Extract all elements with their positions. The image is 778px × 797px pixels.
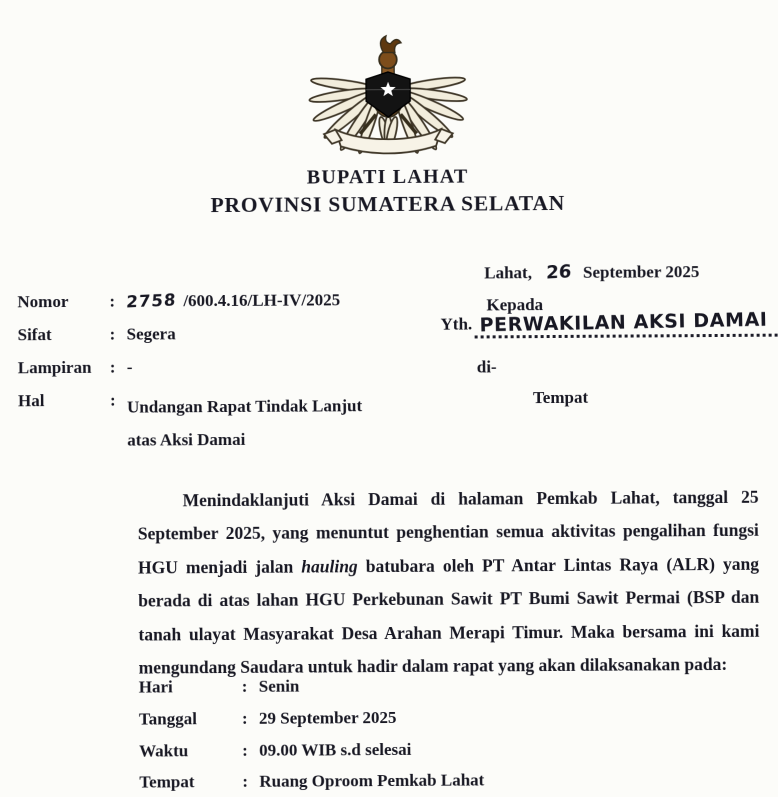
schedule-row-tempat	[139, 770, 484, 792]
schedule-value-hari: Senin	[258, 676, 300, 696]
yth-label: Yth.	[440, 314, 473, 334]
meta-label-lampiran: Lampiran	[17, 357, 92, 378]
schedule-label-tanggal: Tanggal	[138, 709, 197, 729]
body-paragraph	[138, 481, 760, 685]
meta-label-hal: Hal	[17, 391, 45, 411]
meta-row-sifat	[18, 324, 176, 345]
paragraph-italic-word: hauling	[301, 556, 358, 577]
paragraph-text-1: Menindaklanjuti Aksi Damai di halaman Pemkab Lahat, tanggal 25 September 2025, yang menuntut penghentian semua aktivitas pengalihan fungsi HGU menjadi jalan	[137, 486, 759, 578]
schedule-colon: :	[241, 676, 248, 696]
date-day-handwritten: 26	[545, 261, 572, 284]
meta-value-hal-line1: Undangan Rapat Tindak Lanjut	[126, 396, 363, 417]
region-title: PROVINSI SUMATERA SELATAN	[210, 190, 566, 218]
meta-colon: :	[109, 390, 116, 410]
recipient-line	[440, 308, 778, 339]
schedule-row-waktu	[139, 740, 411, 762]
meta-row-lampiran	[18, 358, 133, 379]
schedule-label-hari: Hari	[138, 677, 173, 697]
date-city: Lahat,	[484, 263, 533, 283]
meta-colon: :	[109, 324, 116, 344]
meta-colon: :	[109, 357, 116, 377]
meta-value-sifat: Segera	[126, 324, 176, 344]
garuda-pancasila-icon	[298, 11, 479, 162]
schedule-colon: :	[241, 708, 248, 728]
meta-row-nomor	[17, 290, 340, 312]
di-label: di-	[476, 357, 497, 377]
schedule-value-tanggal: 29 September 2025	[258, 707, 397, 728]
meta-row-hal	[18, 389, 363, 457]
tempat-label: Tempat	[532, 387, 589, 408]
schedule-row-hari	[139, 677, 300, 698]
meta-value-hal-line2: atas Aksi Damai	[127, 429, 246, 450]
schedule-colon: :	[242, 740, 248, 760]
recipient-name-handwritten: PERWAKILAN AKSI DAMAI	[479, 308, 768, 337]
date-month-year: September 2025	[582, 262, 700, 282]
schedule-row-tanggal	[139, 708, 397, 730]
meta-value-lampiran: -	[126, 357, 133, 377]
meta-label-nomor: Nomor	[17, 291, 69, 312]
meta-value-nomor: /600.4.16/LH-IV/2025	[183, 290, 341, 311]
schedule-label-waktu: Waktu	[139, 741, 189, 761]
schedule-value-waktu: 09.00 WIB s.d selesai	[259, 739, 412, 760]
garuda-pancasila-emblem	[298, 11, 479, 162]
meta-colon: :	[109, 291, 116, 311]
schedule-colon: :	[242, 771, 249, 791]
nomor-number-handwritten: 2758	[125, 290, 178, 312]
dotted-underline	[474, 308, 778, 339]
paragraph-text-2: batubara oleh PT Antar Lintas Raya (ALR) yang berada di atas lahan HGU Perkebunan Sawit PT Bumi Sawit Permai (BSP dan tanah ulayat Masyarakat Desa Arahan Merapi Timur. Maka bersama ini kami mengundang Saudara untuk hadir dalam rapat yang akan dilaksanakan pada:	[138, 553, 760, 678]
schedule-value-tempat: Ruang Oproom Pemkab Lahat	[259, 770, 485, 791]
dateline	[484, 261, 699, 283]
meta-label-sifat: Sifat	[17, 325, 52, 345]
schedule-label-tempat: Tempat	[139, 772, 195, 792]
kepada-label: Kepada	[486, 295, 544, 315]
office-title: BUPATI LAHAT	[306, 165, 469, 189]
